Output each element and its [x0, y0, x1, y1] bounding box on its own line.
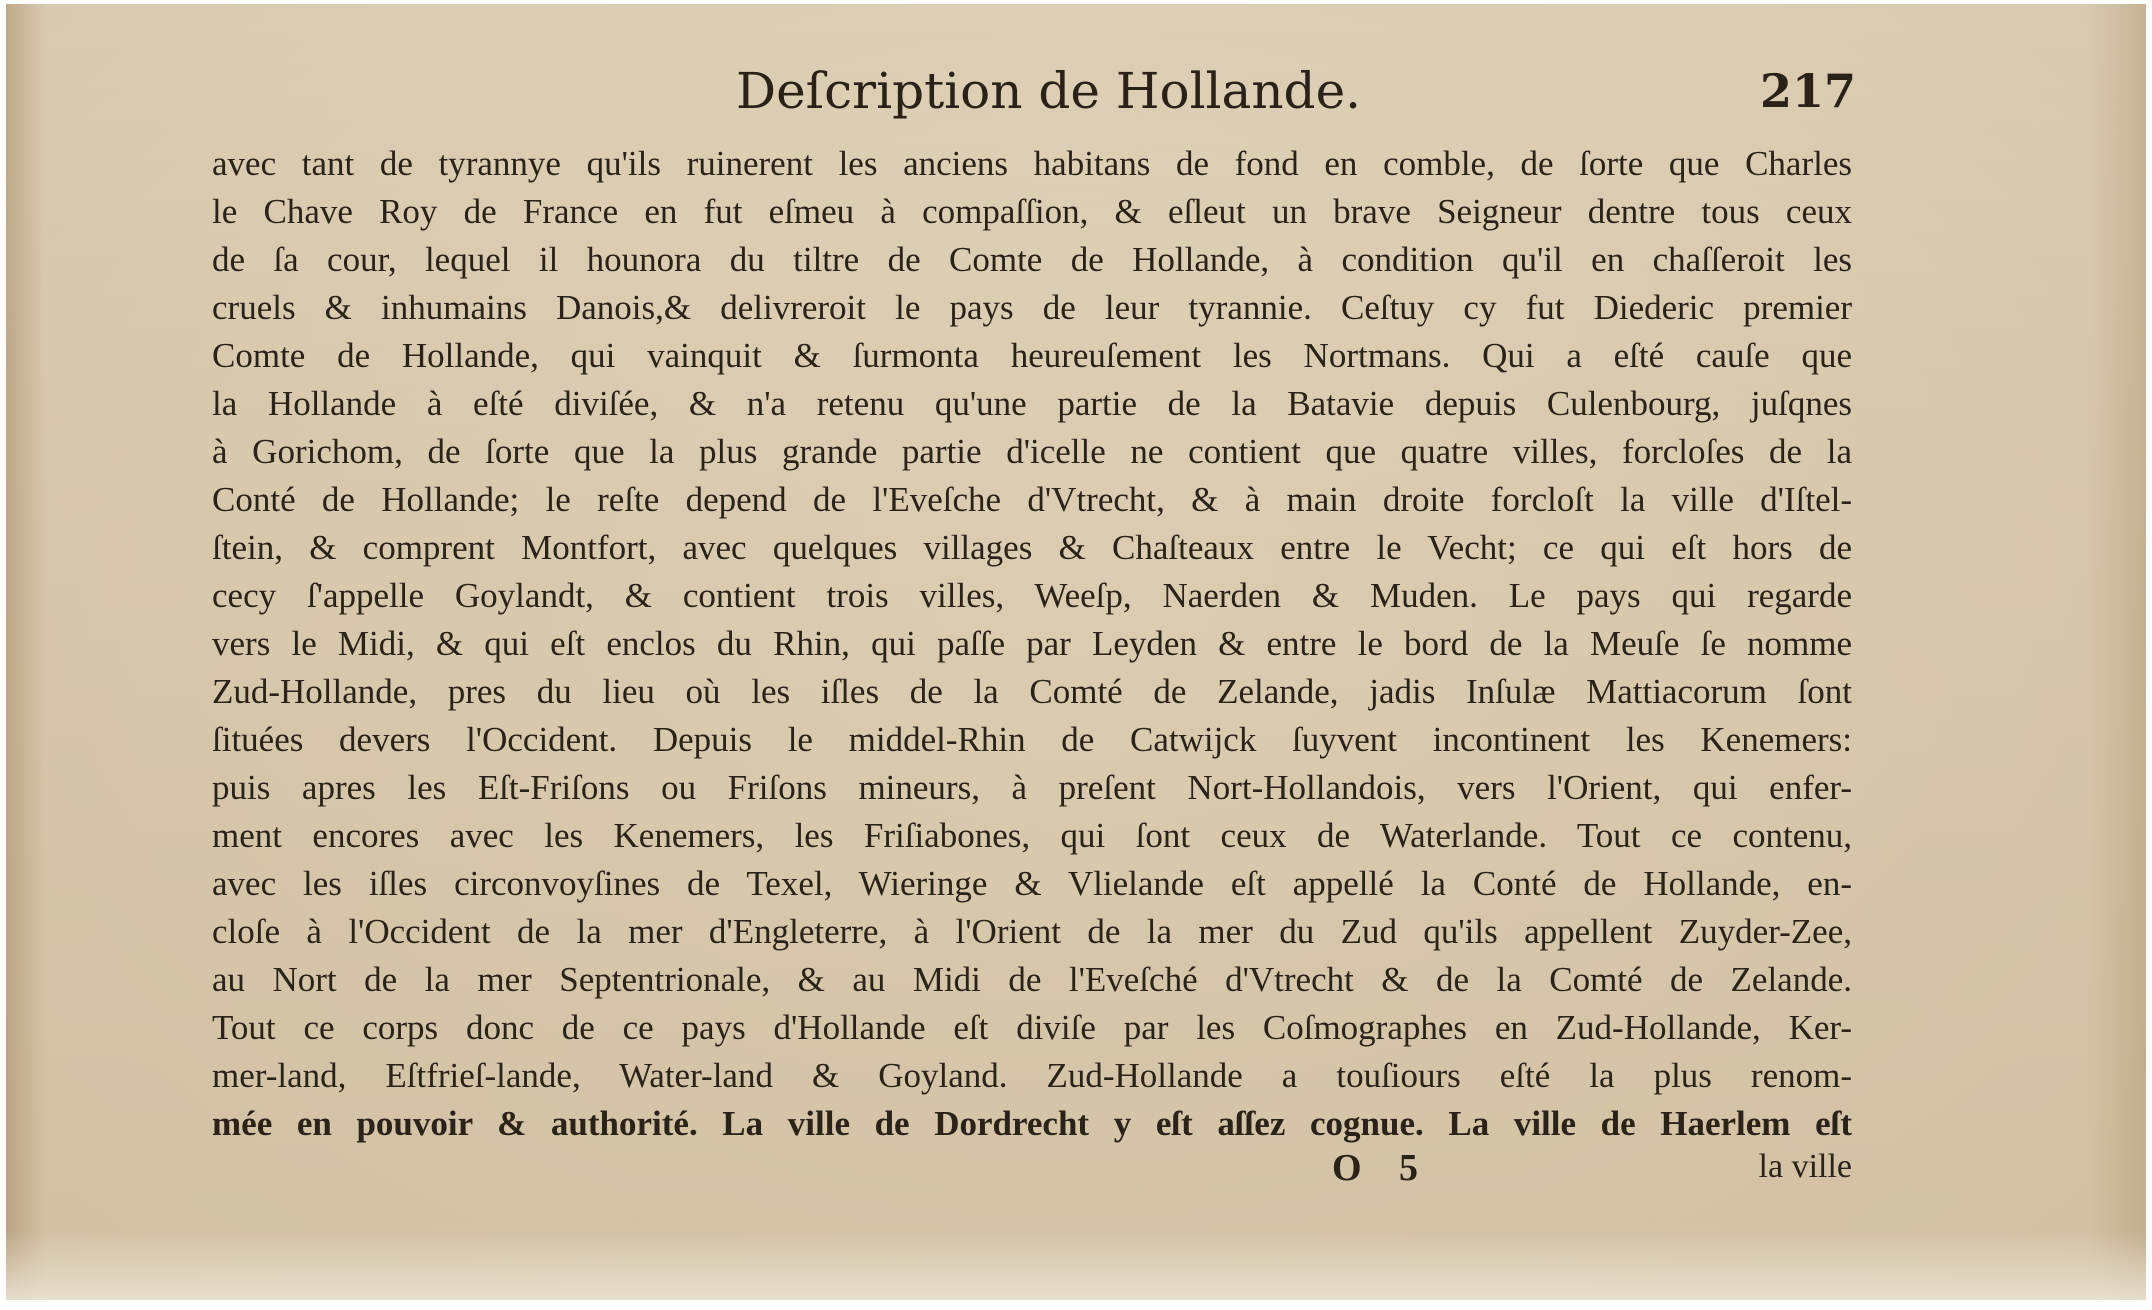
- text-line: au Nort de la mer Septentrionale, & au Midi de l'Eveſché d'Vtrecht & de la Comté de Zelande.: [212, 960, 1852, 999]
- text-line: le Chave Roy de France en fut eſmeu à compaſſion, & eſleut un brave Seigneur dentre tous ceux: [212, 192, 1852, 231]
- text-line: avec les iſles circonvoyſines de Texel, Wieringe & Vlielande eſt appellé la Conté de Hollande, en-: [212, 864, 1852, 903]
- text-line: mée en pouvoir & authorité. La ville de Dordrecht y eſt aſſez cognue. La ville de Haerlem eſt: [212, 1104, 1852, 1143]
- text-line: vers le Midi, & qui eſt enclos du Rhin, qui paſſe par Leyden & entre le bord de la Meuſe ſe nomme: [212, 624, 1852, 663]
- page-edge-bottom: [6, 1230, 2146, 1300]
- text-line: Zud-Hollande, pres du lieu où les iſles de la Comté de Zelande, jadis Inſulæ Mattiacorum ſont: [212, 672, 1852, 711]
- text-line: avec tant de tyrannye qu'ils ruinerent les anciens habitans de fond en comble, de ſorte que Charles: [212, 144, 1852, 183]
- text-line: ſtein, & comprent Montfort, avec quelques villages & Chaſteaux entre le Vecht; ce qui eſt hors de: [212, 528, 1852, 567]
- page-shadow-left: [6, 4, 46, 1300]
- page-header: [206, 62, 1856, 138]
- body-text: [212, 140, 1852, 1148]
- text-line: à Gorichom, de ſorte que la plus grande partie d'icelle ne contient que quatre villes, forcloſes de la: [212, 432, 1852, 471]
- page-footer: [212, 1146, 1852, 1196]
- text-line: Conté de Hollande; le reſte depend de l'Eveſche d'Vtrecht, & à main droite forcloſt la ville d'Iſtel-: [212, 480, 1852, 519]
- text-line: cecy ſ'appelle Goylandt, & contient trois villes, Weeſp, Naerden & Muden. Le pays qui regarde: [212, 576, 1852, 615]
- text-line: de ſa cour, lequel il hounora du tiltre de Comte de Hollande, à condition qu'il en chaſſeroit les: [212, 240, 1852, 279]
- text-line: cloſe à l'Occident de la mer d'Engleterre, à l'Orient de la mer du Zud qu'ils appellent Zuyder-Zee,: [212, 912, 1852, 951]
- text-line: ſituées devers l'Occident. Depuis le middel-Rhin de Catwijck ſuyvent incontinent les Kenemers:: [212, 720, 1852, 759]
- text-line: ment encores avec les Kenemers, les Friſiabones, qui ſont ceux de Waterlande. Tout ce contenu,: [212, 816, 1852, 855]
- text-line: la Hollande à eſté diviſée, & n'a retenu qu'une partie de la Batavie depuis Culenbourg, juſqnes: [212, 384, 1852, 423]
- text-line: puis apres les Eſt-Friſons ou Friſons mineurs, à preſent Nort-Hollandois, vers l'Orient, qui enfer-: [212, 768, 1852, 807]
- page-number: 217: [1759, 64, 1856, 118]
- text-line: Comte de Hollande, qui vainquit & ſurmonta heureuſement les Nortmans. Qui a eſté cauſe que: [212, 336, 1852, 375]
- text-line: mer-land, Eſtfrieſ-lande, Water-land & Goyland. Zud-Hollande a touſiours eſté la plus renom-: [212, 1056, 1852, 1095]
- page-shadow-right: [2086, 4, 2146, 1300]
- text-line: cruels & inhumains Danois,& delivreroit le pays de leur tyrannie. Ceſtuy cy fut Diederic premier: [212, 288, 1852, 327]
- text-line: Tout ce corps donc de ce pays d'Hollande eſt diviſe par les Coſmographes en Zud-Hollande, Ker-: [212, 1008, 1852, 1047]
- running-title: Deſcription de Hollande.: [736, 62, 1362, 120]
- signature-mark: O 5: [1332, 1147, 1433, 1189]
- catchword: la ville: [1758, 1148, 1852, 1185]
- book-page: [6, 4, 2146, 1300]
